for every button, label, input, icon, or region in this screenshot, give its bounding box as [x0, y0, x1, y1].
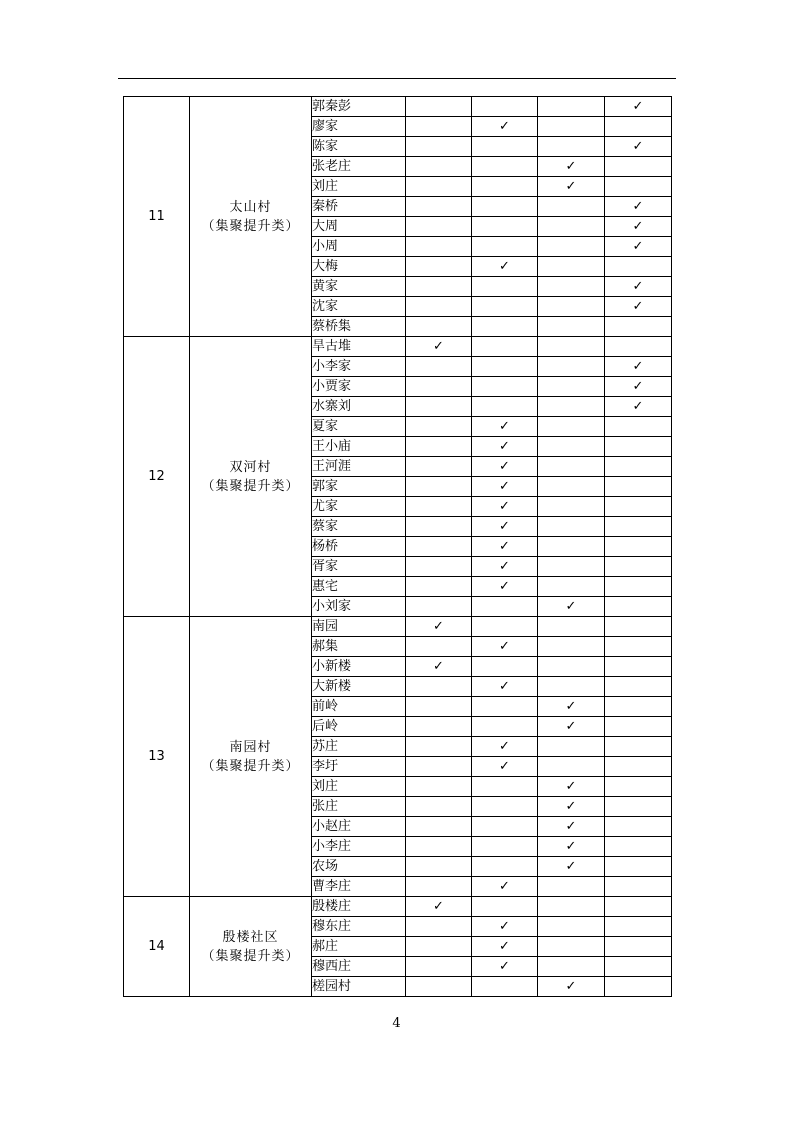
empty-cell: [538, 437, 605, 457]
settlement-name: 殷楼庄: [312, 897, 406, 917]
settlement-name: 水寨刘: [312, 397, 406, 417]
settlement-name: 杨桥: [312, 537, 406, 557]
settlement-name: 廖家: [312, 117, 406, 137]
village-type: （集聚提升类）: [201, 948, 300, 964]
empty-cell: [406, 877, 472, 897]
settlement-name: 郝集: [312, 637, 406, 657]
empty-cell: [472, 317, 538, 337]
empty-cell: [472, 717, 538, 737]
settlement-name: 小刘家: [312, 597, 406, 617]
settlement-name: 王小庙: [312, 437, 406, 457]
settlement-name: 小新楼: [312, 657, 406, 677]
check-mark-icon: ✓: [406, 617, 472, 637]
empty-cell: [406, 737, 472, 757]
empty-cell: [472, 157, 538, 177]
settlement-name: 胥家: [312, 557, 406, 577]
empty-cell: [605, 537, 672, 557]
empty-cell: [538, 377, 605, 397]
check-mark-icon: ✓: [538, 177, 605, 197]
check-mark-icon: ✓: [605, 237, 672, 257]
empty-cell: [605, 977, 672, 997]
check-mark-icon: ✓: [605, 137, 672, 157]
empty-cell: [538, 297, 605, 317]
settlement-name: 前岭: [312, 697, 406, 717]
empty-cell: [472, 237, 538, 257]
empty-cell: [472, 797, 538, 817]
empty-cell: [472, 177, 538, 197]
empty-cell: [538, 537, 605, 557]
empty-cell: [605, 117, 672, 137]
empty-cell: [406, 217, 472, 237]
empty-cell: [605, 577, 672, 597]
empty-cell: [472, 777, 538, 797]
empty-cell: [406, 917, 472, 937]
empty-cell: [406, 117, 472, 137]
empty-cell: [406, 417, 472, 437]
empty-cell: [605, 817, 672, 837]
check-mark-icon: ✓: [472, 517, 538, 537]
empty-cell: [406, 957, 472, 977]
settlement-name: 郭家: [312, 477, 406, 497]
check-mark-icon: ✓: [538, 597, 605, 617]
check-mark-icon: ✓: [605, 297, 672, 317]
village-type: （集聚提升类）: [201, 758, 300, 774]
empty-cell: [406, 677, 472, 697]
check-mark-icon: ✓: [605, 217, 672, 237]
empty-cell: [605, 657, 672, 677]
empty-cell: [538, 337, 605, 357]
check-mark-icon: ✓: [472, 257, 538, 277]
group-name-cell: [190, 97, 312, 337]
empty-cell: [406, 637, 472, 657]
settlement-name: 苏庄: [312, 737, 406, 757]
empty-cell: [472, 897, 538, 917]
group-name-cell: [190, 617, 312, 897]
settlement-name: 刘庄: [312, 177, 406, 197]
empty-cell: [406, 157, 472, 177]
empty-cell: [605, 677, 672, 697]
empty-cell: [472, 977, 538, 997]
empty-cell: [538, 197, 605, 217]
page-number: 4: [392, 1016, 401, 1031]
group-name-cell: [190, 337, 312, 617]
group-number: 11: [124, 97, 190, 337]
empty-cell: [538, 257, 605, 277]
settlement-name: 小李家: [312, 357, 406, 377]
empty-cell: [406, 237, 472, 257]
empty-cell: [406, 297, 472, 317]
check-mark-icon: ✓: [472, 937, 538, 957]
settlement-name: 旱古堆: [312, 337, 406, 357]
empty-cell: [472, 617, 538, 637]
empty-cell: [538, 137, 605, 157]
empty-cell: [605, 937, 672, 957]
empty-cell: [605, 837, 672, 857]
empty-cell: [605, 757, 672, 777]
empty-cell: [406, 717, 472, 737]
empty-cell: [605, 457, 672, 477]
empty-cell: [605, 497, 672, 517]
empty-cell: [472, 337, 538, 357]
empty-cell: [538, 557, 605, 577]
settlement-name: 陈家: [312, 137, 406, 157]
check-mark-icon: ✓: [538, 697, 605, 717]
empty-cell: [472, 697, 538, 717]
settlement-name: 小赵庄: [312, 817, 406, 837]
empty-cell: [406, 757, 472, 777]
empty-cell: [605, 777, 672, 797]
empty-cell: [538, 617, 605, 637]
empty-cell: [406, 357, 472, 377]
check-mark-icon: ✓: [472, 537, 538, 557]
empty-cell: [538, 677, 605, 697]
empty-cell: [605, 337, 672, 357]
empty-cell: [605, 437, 672, 457]
empty-cell: [406, 97, 472, 117]
empty-cell: [605, 177, 672, 197]
empty-cell: [406, 597, 472, 617]
group-name-cell: [190, 897, 312, 997]
check-mark-icon: ✓: [605, 357, 672, 377]
check-mark-icon: ✓: [538, 797, 605, 817]
check-mark-icon: ✓: [605, 197, 672, 217]
check-mark-icon: ✓: [538, 157, 605, 177]
table-row: [124, 617, 672, 637]
check-mark-icon: ✓: [538, 817, 605, 837]
empty-cell: [406, 477, 472, 497]
check-mark-icon: ✓: [472, 417, 538, 437]
empty-cell: [605, 557, 672, 577]
check-mark-icon: ✓: [406, 657, 472, 677]
empty-cell: [605, 157, 672, 177]
empty-cell: [538, 237, 605, 257]
check-mark-icon: ✓: [472, 677, 538, 697]
empty-cell: [472, 817, 538, 837]
settlement-name: 穆西庄: [312, 957, 406, 977]
check-mark-icon: ✓: [472, 117, 538, 137]
check-mark-icon: ✓: [605, 377, 672, 397]
empty-cell: [605, 257, 672, 277]
group-number: 13: [124, 617, 190, 897]
check-mark-icon: ✓: [472, 457, 538, 477]
empty-cell: [605, 917, 672, 937]
empty-cell: [605, 637, 672, 657]
empty-cell: [472, 197, 538, 217]
empty-cell: [406, 377, 472, 397]
settlement-name: 后岭: [312, 717, 406, 737]
empty-cell: [406, 937, 472, 957]
empty-cell: [538, 417, 605, 437]
check-mark-icon: ✓: [538, 977, 605, 997]
empty-cell: [406, 797, 472, 817]
empty-cell: [406, 317, 472, 337]
empty-cell: [538, 357, 605, 377]
settlement-name: 刘庄: [312, 777, 406, 797]
empty-cell: [472, 837, 538, 857]
settlement-name: 大新楼: [312, 677, 406, 697]
settlement-name: 惠宅: [312, 577, 406, 597]
empty-cell: [538, 517, 605, 537]
empty-cell: [538, 497, 605, 517]
settlement-name: 槎园村: [312, 977, 406, 997]
empty-cell: [472, 597, 538, 617]
village-type: （集聚提升类）: [201, 478, 300, 494]
empty-cell: [538, 917, 605, 937]
empty-cell: [406, 137, 472, 157]
settlement-name: 沈家: [312, 297, 406, 317]
empty-cell: [605, 477, 672, 497]
empty-cell: [538, 957, 605, 977]
check-mark-icon: ✓: [538, 777, 605, 797]
settlement-name: 蔡桥集: [312, 317, 406, 337]
settlement-name: 李圩: [312, 757, 406, 777]
empty-cell: [472, 377, 538, 397]
empty-cell: [472, 277, 538, 297]
empty-cell: [406, 397, 472, 417]
empty-cell: [538, 117, 605, 137]
settlement-name: 黄家: [312, 277, 406, 297]
settlement-name: 王河涯: [312, 457, 406, 477]
village-type: （集聚提升类）: [201, 218, 300, 234]
empty-cell: [406, 557, 472, 577]
empty-cell: [605, 597, 672, 617]
check-mark-icon: ✓: [605, 97, 672, 117]
check-mark-icon: ✓: [406, 337, 472, 357]
empty-cell: [406, 817, 472, 837]
village-name: 殷楼社区: [222, 929, 279, 945]
empty-cell: [538, 877, 605, 897]
settlement-name: 小李庄: [312, 837, 406, 857]
empty-cell: [406, 977, 472, 997]
empty-cell: [605, 877, 672, 897]
settlement-name: 张老庄: [312, 157, 406, 177]
empty-cell: [538, 637, 605, 657]
empty-cell: [538, 277, 605, 297]
check-mark-icon: ✓: [472, 917, 538, 937]
empty-cell: [406, 177, 472, 197]
empty-cell: [406, 537, 472, 557]
settlement-name: 小周: [312, 237, 406, 257]
check-mark-icon: ✓: [472, 757, 538, 777]
table-row: [124, 337, 672, 357]
check-mark-icon: ✓: [472, 477, 538, 497]
empty-cell: [406, 857, 472, 877]
empty-cell: [605, 717, 672, 737]
table-row: [124, 97, 672, 117]
empty-cell: [406, 257, 472, 277]
check-mark-icon: ✓: [538, 837, 605, 857]
village-table: [123, 96, 672, 997]
empty-cell: [538, 657, 605, 677]
empty-cell: [605, 697, 672, 717]
empty-cell: [472, 357, 538, 377]
village-name: 双河村: [229, 459, 272, 475]
empty-cell: [406, 837, 472, 857]
empty-cell: [605, 617, 672, 637]
settlement-name: 大周: [312, 217, 406, 237]
check-mark-icon: ✓: [406, 897, 472, 917]
empty-cell: [406, 497, 472, 517]
group-number: 12: [124, 337, 190, 617]
empty-cell: [538, 97, 605, 117]
village-name: 太山村: [229, 199, 272, 215]
empty-cell: [538, 937, 605, 957]
settlement-name: 农场: [312, 857, 406, 877]
settlement-name: 尤家: [312, 497, 406, 517]
empty-cell: [605, 737, 672, 757]
empty-cell: [605, 897, 672, 917]
settlement-name: 穆东庄: [312, 917, 406, 937]
check-mark-icon: ✓: [472, 637, 538, 657]
empty-cell: [406, 577, 472, 597]
check-mark-icon: ✓: [472, 497, 538, 517]
settlement-name: 郝庄: [312, 937, 406, 957]
empty-cell: [538, 897, 605, 917]
empty-cell: [605, 857, 672, 877]
check-mark-icon: ✓: [472, 737, 538, 757]
empty-cell: [605, 317, 672, 337]
empty-cell: [472, 397, 538, 417]
empty-cell: [472, 857, 538, 877]
empty-cell: [406, 437, 472, 457]
settlement-name: 南园: [312, 617, 406, 637]
check-mark-icon: ✓: [605, 397, 672, 417]
empty-cell: [472, 217, 538, 237]
empty-cell: [406, 197, 472, 217]
check-mark-icon: ✓: [472, 957, 538, 977]
empty-cell: [538, 737, 605, 757]
empty-cell: [538, 577, 605, 597]
check-mark-icon: ✓: [472, 877, 538, 897]
empty-cell: [605, 797, 672, 817]
empty-cell: [605, 517, 672, 537]
check-mark-icon: ✓: [538, 857, 605, 877]
settlement-name: 秦桥: [312, 197, 406, 217]
empty-cell: [538, 317, 605, 337]
empty-cell: [406, 517, 472, 537]
empty-cell: [538, 397, 605, 417]
header-rule: [118, 78, 676, 79]
settlement-name: 蔡家: [312, 517, 406, 537]
settlement-name: 郭秦彭: [312, 97, 406, 117]
empty-cell: [406, 457, 472, 477]
settlement-name: 夏家: [312, 417, 406, 437]
check-mark-icon: ✓: [605, 277, 672, 297]
empty-cell: [406, 277, 472, 297]
check-mark-icon: ✓: [538, 717, 605, 737]
empty-cell: [605, 957, 672, 977]
settlement-name: 张庄: [312, 797, 406, 817]
empty-cell: [538, 757, 605, 777]
empty-cell: [472, 297, 538, 317]
check-mark-icon: ✓: [472, 437, 538, 457]
village-name: 南园村: [229, 739, 272, 755]
empty-cell: [406, 697, 472, 717]
empty-cell: [605, 417, 672, 437]
empty-cell: [406, 777, 472, 797]
empty-cell: [538, 457, 605, 477]
settlement-name: 曹李庄: [312, 877, 406, 897]
empty-cell: [538, 477, 605, 497]
empty-cell: [538, 217, 605, 237]
empty-cell: [472, 657, 538, 677]
table-row: [124, 897, 672, 917]
empty-cell: [472, 97, 538, 117]
check-mark-icon: ✓: [472, 557, 538, 577]
check-mark-icon: ✓: [472, 577, 538, 597]
group-number: 14: [124, 897, 190, 997]
empty-cell: [472, 137, 538, 157]
settlement-name: 小贾家: [312, 377, 406, 397]
settlement-name: 大梅: [312, 257, 406, 277]
